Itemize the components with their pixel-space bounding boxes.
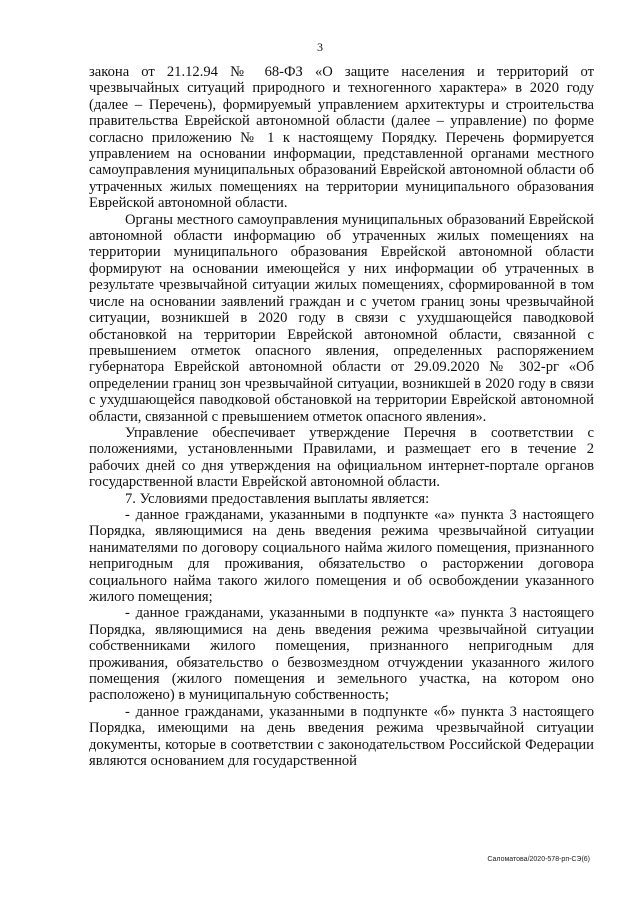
paragraph-local-authorities: Органы местного самоуправления муниципальных образований Еврейской автономной области информацию об утраченных жилых помещениях на территории муниципального образования Еврейской автономной области формируют на основании имеющейся у них информации об утраченных в результате чрезвычайной ситуации жилых помещениях, сформированной в том числе на основании заявлений граждан и с учетом границ зоны чрезвычайной ситуации, возникшей в 2020 году в связи с ухудшающейся паводковой обстановкой на территории Еврейской автономной области, связанной с превышением отметок опасного явления, определенных распоряжением губернатора Еврейской автономной области от 29.09.2020 № 302-рг «Об определении границ зон чрезвычайной ситуации, возникшей в 2020 году в связи с ухудшающейся паводковой обстановкой на территории Еврейской автономной области, связанной с превышением отметок опасного явления». bbox=[89, 211, 594, 425]
paragraph-approval: Управление обеспечивает утверждение Перечня в соответствии с положениями, установленными Правилами, и размещает его в течение 2 рабочих дней со дня утверждения на официальном интернет-портале органов государственной власти Еврейской автономной области. bbox=[89, 424, 594, 491]
list-item-condition-documents: - данное гражданами, указанными в подпункте «б» пункта 3 настоящего Порядка, имеющими на день введения режима чрезвычайной ситуации документы, которые в соответствии с законодательством Российской Федерации являются основанием для государственной bbox=[89, 703, 594, 770]
document-body bbox=[89, 64, 594, 769]
paragraph-conditions-heading: 7. Условиями предоставления выплаты является: bbox=[125, 490, 430, 507]
page-number: 3 bbox=[317, 40, 323, 54]
list-item-condition-tenants: - данное гражданами, указанными в подпункте «а» пункта 3 настоящего Порядка, являющимися на день введения режима чрезвычайной ситуации нанимателями по договору социального найма жилого помещения, признанного непригодным для проживания, обязательство о расторжении договора социального найма такого жилого помещения и об освобождении указанного жилого помещения; bbox=[89, 506, 594, 605]
list-item-condition-owners: - данное гражданами, указанными в подпункте «а» пункта 3 настоящего Порядка, являющимися на день введения режима чрезвычайной ситуации собственниками жилого помещения, признанного непригодным для проживания, обязательство о безвозмездном отчуждении указанного жилого помещения (жилого помещения и земельного участка, на котором оно расположено) в муниципальную собственность; bbox=[89, 605, 594, 704]
footer-document-code: Саломатова/2020-578-рп-СЭ(6) bbox=[487, 856, 590, 863]
paragraph-continuation: закона от 21.12.94 № 68-ФЗ «О защите населения и территорий от чрезвычайных ситуаций природного и техногенного характера» в 2020 году (далее – Перечень), формируемый управлением архитектуры и строительства правительства Еврейской автономной области (далее – управление) по форме согласно приложению № 1 к настоящему Порядку. Перечень формируется управлением на основании информации, представленной органами местного самоуправления муниципальных образований Еврейской автономной области об утраченных жилых помещениях на территории муниципального образования Еврейской автономной области. bbox=[89, 64, 594, 212]
